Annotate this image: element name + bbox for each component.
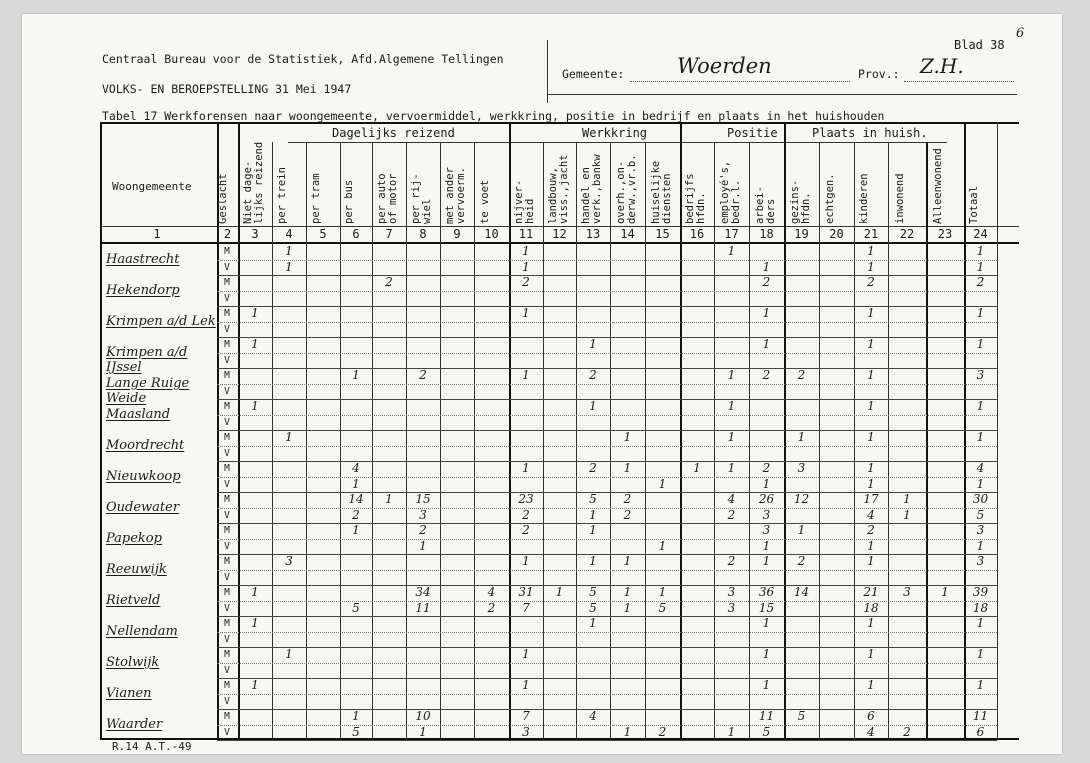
sub-row-divider [217, 663, 997, 664]
table-cell: 1 [522, 554, 530, 568]
col-header-24: Totaal [967, 186, 980, 224]
table-cell: 1 [589, 399, 597, 413]
colnum-18: 18 [759, 227, 774, 241]
table-cell: 23 [518, 492, 534, 506]
table-cell: 1 [867, 337, 875, 351]
col-header-22: inwonend [894, 173, 906, 224]
table-cell: 1 [762, 647, 771, 661]
group-rule-werkkring [523, 142, 700, 143]
table-cell: 4 [976, 461, 985, 475]
colnum-19: 19 [794, 227, 809, 241]
table-cell: 1 [727, 724, 736, 739]
municipality-name: Moordrecht [106, 438, 185, 453]
table-cell: 31 [518, 585, 534, 599]
sex-label-v: V [224, 633, 230, 645]
table-cell: 1 [623, 461, 632, 475]
colnum-9: 9 [453, 227, 461, 241]
sex-label-v: V [224, 602, 230, 614]
colnum-3: 3 [251, 227, 259, 241]
colnum-21: 21 [863, 227, 879, 241]
table-cell: 2 [522, 275, 530, 289]
group-plaats-huish: Plaats in huish. [812, 126, 928, 140]
table-cell: 1 [976, 244, 985, 258]
table-cell: 3 [762, 507, 771, 522]
sex-label-v: V [224, 385, 230, 397]
sex-label-v: V [224, 695, 230, 707]
table-cell: 1 [867, 647, 875, 661]
table-cell: 5 [352, 724, 360, 739]
table-cell: 1 [623, 554, 632, 568]
table-cell: 1 [251, 616, 259, 630]
census-title: VOLKS- EN BEROEPSTELLING 31 Mei 1947 [102, 82, 352, 96]
table-cell: 2 [623, 507, 632, 522]
table-cell: 1 [797, 523, 806, 537]
col-divider-21 [888, 142, 889, 738]
colnum-23: 23 [937, 227, 953, 241]
sex-label-v: V [224, 540, 230, 552]
table-cell: 3 [976, 523, 985, 537]
table-cell: 26 [758, 492, 775, 506]
col-header-17: employé's, bedr.l. [718, 160, 742, 224]
page-number: 6 [1016, 26, 1025, 41]
col-header-13: handel en verk.,bankw [580, 154, 603, 224]
col-header-8: per rij- wiel [410, 173, 433, 224]
table-cell: 1 [762, 554, 771, 568]
table-cell: 5 [976, 507, 985, 522]
sex-label-m: M [224, 370, 230, 381]
table-cell: 2 [797, 554, 806, 568]
table-cell: 1 [522, 647, 530, 661]
table-cell: 1 [976, 616, 985, 630]
sex-label-m: M [224, 246, 230, 257]
table-cell: 2 [589, 461, 597, 475]
sub-row-divider [217, 353, 997, 354]
municipality-name: Reeuwijk [106, 562, 167, 577]
table-cell: 1 [352, 476, 360, 491]
table-cell: 2 [762, 461, 771, 475]
table-cell: 1 [419, 724, 427, 739]
table-cell: 1 [867, 259, 875, 274]
gemeente-dotline [630, 81, 850, 82]
table-cell: 4 [487, 585, 496, 599]
col-header-6: per bus [343, 179, 355, 224]
colnum-14: 14 [620, 227, 635, 241]
table-cell: 1 [251, 585, 259, 599]
municipality-name: Rietveld [106, 593, 161, 608]
table-cell: 1 [522, 244, 530, 258]
table-cell: 2 [727, 554, 736, 568]
table-cell: 1 [976, 678, 985, 692]
sub-row-divider [217, 384, 997, 385]
col-header-14: overh.,on- derw.,vr.b. [614, 154, 638, 224]
sex-label-m: M [224, 401, 230, 412]
municipality-name: Vianen [106, 686, 152, 701]
col-header-7: per auto of motor [376, 173, 399, 224]
table-cell: 2 [623, 492, 632, 506]
blad-label: Blad 38 [954, 38, 1005, 52]
organization-line: Centraal Bureau voor de Statistiek, Afd.Algemene Tellingen [102, 52, 504, 66]
table-cell: 3 [797, 461, 806, 475]
table-cell: 3 [522, 724, 530, 739]
table-cell: 4 [727, 492, 736, 506]
colnum-5: 5 [319, 227, 327, 241]
colnum-8: 8 [419, 227, 427, 241]
table-cell: 1 [976, 538, 985, 553]
colnum-24: 24 [973, 227, 988, 241]
table-cell: 1 [903, 507, 911, 522]
table-cell: 2 [352, 507, 360, 522]
sex-label-m: M [224, 711, 230, 722]
col-header-23: Alleenwonend [932, 148, 944, 224]
table-cell: 1 [419, 538, 427, 553]
table-title: Tabel 17 Werkforensen naar woongemeente, vervoermiddel, werkkring, positie in bedrijf en plaats in het huishouden [102, 109, 885, 123]
sex-label-v: V [224, 261, 230, 273]
colnum-1: 1 [153, 227, 161, 241]
colnum-17: 17 [724, 227, 739, 241]
table-cell: 3 [762, 523, 771, 537]
table-cell: 1 [658, 538, 667, 553]
table-cell: 1 [976, 647, 985, 661]
table-cell: 1 [976, 476, 985, 491]
table-cell: 1 [867, 430, 875, 444]
municipality-name: Krimpen a/d IJssel [106, 345, 188, 375]
colnum-11: 11 [518, 227, 534, 241]
table-cell: 1 [976, 430, 985, 444]
sex-label-v: V [224, 571, 230, 583]
col-divider-24 [997, 122, 998, 738]
table-cell: 1 [903, 492, 911, 506]
table-cell: 1 [623, 430, 632, 444]
table-cell: 1 [251, 399, 259, 413]
sex-label-m: M [224, 494, 230, 505]
table-cell: 17 [863, 492, 879, 506]
table-cell: 1 [727, 430, 736, 444]
sex-label-m: M [224, 339, 230, 350]
table-cell: 1 [623, 600, 632, 615]
table-cell: 2 [867, 275, 875, 289]
sub-row-divider [217, 446, 997, 447]
table-cell: 1 [867, 476, 875, 491]
table-cell: 1 [762, 476, 771, 491]
col-header-15: huiselijke diensten [649, 160, 673, 224]
sex-label-m: M [224, 587, 230, 598]
table-cell: 2 [419, 368, 427, 382]
table-cell: 36 [758, 585, 775, 599]
table-cell: 1 [352, 368, 360, 382]
municipality-name: Hekendorp [106, 283, 180, 298]
table-cell: 12 [793, 492, 810, 506]
table-cell: 18 [863, 600, 879, 615]
table-cell: 1 [762, 616, 771, 630]
col-header-16: bedrijfs hfdn. [684, 173, 707, 224]
table-cell: 1 [867, 461, 875, 475]
col-header-20: echtgen. [823, 173, 836, 224]
table-left-border [100, 122, 102, 738]
municipality-name: Krimpen a/d Lek [106, 314, 216, 329]
table-cell: 15 [415, 492, 431, 506]
col-header-5: per tram [310, 173, 322, 224]
sex-label-m: M [224, 525, 230, 536]
sex-label-m: M [224, 308, 230, 319]
form-code: R.14 A.T.-49 [112, 740, 192, 753]
table-cell: 1 [285, 647, 293, 661]
table-cell: 10 [415, 709, 431, 723]
col-header-3: Niet dage- lijks reizend [242, 141, 265, 224]
table-cell: 1 [658, 585, 667, 599]
sex-label-m: M [224, 649, 230, 660]
sub-row-divider [217, 632, 997, 633]
sub-row-divider [217, 694, 997, 695]
table-cell: 1 [623, 724, 632, 739]
table-cell: 15 [758, 600, 775, 615]
table-cell: 6 [976, 724, 985, 739]
table-cell: 1 [522, 461, 530, 475]
table-cell: 1 [867, 616, 875, 630]
colnum-20: 20 [829, 227, 844, 241]
table-cell: 1 [762, 337, 771, 351]
table-cell: 1 [867, 678, 875, 692]
colnum-22: 22 [899, 227, 915, 241]
table-cell: 1 [693, 461, 701, 475]
table-cell: 2 [976, 275, 985, 289]
sex-label-m: M [224, 432, 230, 443]
sub-row-divider [217, 291, 997, 292]
colnum-10: 10 [484, 227, 499, 241]
table-cell: 3 [903, 585, 911, 599]
colnum-4: 4 [285, 227, 293, 241]
sex-label-v: V [224, 416, 230, 428]
table-cell: 1 [976, 399, 985, 413]
table-cell: 1 [867, 399, 875, 413]
col-header-9: met ander vervoerm. [444, 167, 467, 224]
sex-label-v: V [224, 509, 230, 521]
table-cell: 1 [251, 337, 259, 351]
table-cell: 3 [727, 600, 736, 615]
table-cell: 1 [522, 306, 530, 320]
colnum-7: 7 [385, 227, 393, 241]
sex-label-v: V [224, 726, 230, 738]
sex-label-v: V [224, 664, 230, 676]
table-cell: 2 [762, 275, 771, 289]
table-cell: 1 [941, 585, 949, 599]
colnum-6: 6 [352, 227, 360, 241]
table-cell: 1 [589, 554, 597, 568]
prov-dotline [904, 81, 1014, 82]
table-cell: 1 [976, 306, 985, 320]
municipality-name: Waarder [106, 717, 163, 732]
table-cell: 30 [972, 492, 989, 506]
prov-label: Prov.: [858, 67, 900, 81]
sub-row-divider [217, 415, 997, 416]
sex-label-v: V [224, 323, 230, 335]
table-cell: 1 [285, 430, 293, 444]
table-cell: 1 [797, 430, 806, 444]
table-cell: 7 [522, 600, 530, 615]
table-cell: 11 [758, 709, 775, 723]
table-cell: 3 [285, 554, 293, 568]
table-cell: 5 [589, 492, 597, 506]
col-header-19: gezins- hfdn. [788, 179, 812, 224]
group-dagelijks-reizend: Dagelijks reizend [332, 126, 455, 140]
table-cell: 3 [976, 554, 985, 568]
table-cell: 7 [522, 709, 530, 723]
table-cell: 1 [867, 244, 875, 258]
table-cell: 4 [589, 709, 597, 723]
municipality-name: Papekop [106, 531, 162, 546]
table-cell: 2 [419, 523, 427, 537]
table-cell: 1 [522, 678, 530, 692]
sex-label-m: M [224, 463, 230, 474]
table-cell: 1 [727, 244, 736, 258]
col-header-woongemeente: Woongemeente [112, 180, 192, 193]
table-cell: 11 [415, 600, 431, 615]
table-cell: 4 [867, 507, 875, 522]
table-cell: 5 [658, 600, 667, 615]
sub-row-divider [217, 570, 997, 571]
group-positie: Positie [727, 126, 778, 140]
col-header-11: nijver- heid [513, 179, 536, 224]
sex-label-v: V [224, 354, 230, 366]
group-rule-positie [700, 142, 806, 143]
table-cell: 1 [623, 585, 632, 599]
table-cell: 1 [589, 523, 597, 537]
table-cell: 6 [867, 709, 875, 723]
table-cell: 3 [976, 368, 985, 382]
table-cell: 1 [385, 492, 393, 506]
sub-row-divider [217, 322, 997, 323]
table-cell: 4 [352, 461, 360, 475]
table-cell: 4 [867, 724, 875, 739]
municipality-name: Stolwijk [106, 655, 160, 670]
table-cell: 1 [762, 678, 771, 692]
table-cell: 1 [251, 678, 259, 692]
table-cell: 5 [589, 585, 597, 599]
table-cell: 1 [976, 259, 985, 274]
table-cell: 1 [867, 306, 875, 320]
table-cell: 3 [419, 507, 427, 522]
table-cell: 1 [285, 244, 293, 258]
col-header-12: landbouw, viss.,jacht [546, 154, 570, 224]
colnum-2: 2 [223, 227, 232, 241]
table-cell: 1 [285, 259, 293, 274]
table-cell: 1 [867, 368, 875, 382]
sex-label-m: M [224, 277, 230, 288]
sex-label-v: V [224, 478, 230, 490]
table-cell: 1 [727, 399, 736, 413]
sex-label-v: V [224, 447, 230, 459]
municipality-name: Haastrecht [106, 252, 180, 267]
table-cell: 1 [589, 507, 597, 522]
header-rule [547, 94, 1017, 95]
table-cell: 5 [797, 709, 806, 723]
table-cell: 5 [352, 600, 360, 615]
col-header-2: Geslacht [217, 173, 229, 224]
table-cell: 3 [727, 585, 736, 599]
table-cell: 1 [727, 461, 736, 475]
table-cell: 2 [522, 523, 530, 537]
table-cell: 2 [589, 368, 597, 382]
prov-value: Z.H. [920, 54, 964, 78]
table-cell: 1 [589, 616, 597, 630]
table-cell: 18 [972, 600, 989, 615]
table-cell: 5 [589, 600, 597, 615]
table-cell: 1 [352, 523, 360, 537]
table-cell: 2 [658, 724, 667, 739]
municipality-name: Maasland [106, 407, 171, 422]
table-cell: 2 [487, 600, 496, 615]
colnum-16: 16 [689, 227, 705, 241]
municipality-name: Oudewater [106, 500, 180, 515]
colnum-12: 12 [552, 227, 567, 241]
municipality-name: Nieuwkoop [106, 469, 181, 484]
table-cell: 11 [972, 709, 989, 723]
row-divider [217, 740, 997, 741]
table-cell: 2 [762, 368, 771, 382]
colnum-15: 15 [655, 227, 670, 241]
gemeente-value: Woerden [677, 54, 772, 78]
table-cell: 39 [972, 585, 989, 599]
colnum-13: 13 [585, 227, 601, 241]
table-cell: 1 [867, 554, 875, 568]
group-werkkring: Werkkring [582, 126, 648, 140]
sex-label-m: M [224, 556, 230, 567]
table-cell: 1 [867, 538, 875, 553]
table-cell: 1 [522, 259, 530, 274]
census-form-sheet [22, 14, 1062, 754]
table-cell: 2 [797, 368, 806, 382]
table-cell: 21 [863, 585, 879, 599]
table-cell: 1 [658, 476, 667, 491]
table-cell: 1 [589, 337, 597, 351]
sex-label-m: M [224, 680, 230, 691]
col-header-4: per trein [276, 167, 288, 224]
sex-label-v: V [224, 292, 230, 304]
table-cell: 2 [727, 507, 736, 522]
table-cell: 1 [522, 368, 530, 382]
sex-label-m: M [224, 618, 230, 629]
table-cell: 1 [727, 368, 736, 382]
table-cell: 1 [762, 538, 771, 553]
col-header-10: te voet [478, 179, 491, 224]
table-cell: 1 [976, 337, 985, 351]
table-cell: 1 [352, 709, 360, 723]
table-cell: 14 [793, 585, 810, 599]
table-cell: 34 [415, 585, 431, 599]
table-cell: 14 [348, 492, 364, 506]
table-cell: 1 [762, 306, 771, 320]
table-cell: 1 [555, 585, 564, 599]
table-cell: 2 [385, 275, 393, 289]
table-cell: 2 [867, 523, 875, 537]
table-cell: 2 [522, 507, 530, 522]
table-cell: 5 [762, 724, 771, 739]
gemeente-label: Gemeente: [562, 67, 625, 81]
municipality-name: Nellendam [106, 624, 178, 639]
table-cell: 2 [903, 724, 911, 739]
table-cell: 1 [251, 306, 259, 320]
col-header-21: kinderen [858, 173, 870, 224]
table-cell: 1 [762, 259, 771, 274]
col-header-18: arbei- ders [753, 186, 777, 224]
municipality-name: Lange Ruige Weide [106, 376, 190, 406]
